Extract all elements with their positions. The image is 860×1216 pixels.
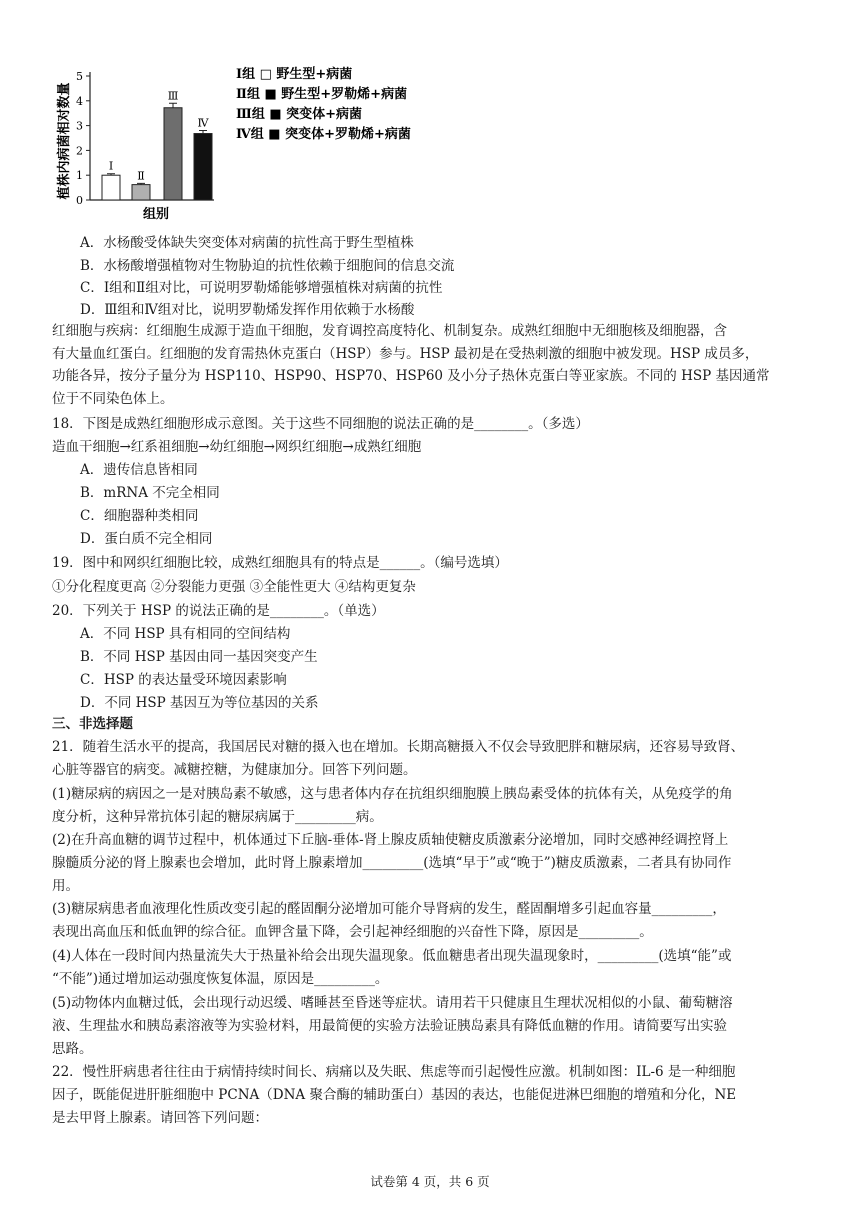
text-line: (1)糖尿病的病因之一是对胰岛素不敏感，这与患者体内存在抗组织细胞膜上胰岛素受体的抗体有关，从免疫学的角 [52, 786, 733, 802]
legend-entry-4: Ⅳ组 ■ 突变体+罗勒烯+病菌 [236, 127, 411, 142]
y-tick-label: 2 [76, 144, 83, 158]
text-line: 21．随着生活水平的提高，我国居民对糖的摄入也在增加。长期高糖摄入不仅会导致肥胖和糖尿病，还容易导致肾、 [52, 739, 745, 755]
text-line: (4)人体在一段时间内热量流失大于热量补给会出现失温现象。低血糖患者出现失温现象时，_________(选填“能”或 [52, 948, 732, 964]
y-tick-label: 1 [76, 169, 83, 183]
option-line: D．Ⅲ组和Ⅳ组对比，说明罗勒烯发挥作用依赖于水杨酸 [80, 302, 415, 318]
option-line: C．HSP 的表达量受环境因素影响 [80, 672, 287, 688]
option-line: A．不同 HSP 具有相同的空间结构 [80, 626, 291, 642]
bar-label-4: Ⅳ [197, 116, 209, 130]
bar-group-4 [194, 134, 212, 200]
option-line: B．不同 HSP 基因由同一基因突变产生 [80, 649, 318, 665]
text-line: 是去甲肾上腺素。请回答下列问题： [52, 1110, 268, 1126]
page-footer: 试卷第 4 页，共 6 页 [370, 1174, 490, 1189]
text-line: (2)在升高血糖的调节过程中，机体通过下丘脑-垂体-肾上腺皮质轴使糖皮质激素分泌增加，同时交感神经调控肾上 [52, 832, 729, 848]
bar-label-2: Ⅱ [137, 169, 145, 183]
text-line: 因子，既能促进肝脏细胞中 PCNA（DNA 聚合酶的辅助蛋白）基因的表达，也能促进淋巴细胞的增殖和分化，NE [52, 1087, 737, 1103]
pathogen-bar-chart [52, 62, 432, 220]
text-line: ①分化程度更高 ②分裂能力更强 ③全能性更大 ④结构更复杂 [52, 579, 416, 595]
option-line: A．遗传信息皆相同 [80, 462, 198, 478]
option-line: D．不同 HSP 基因互为等位基因的关系 [80, 695, 319, 711]
option-line: C．细胞器种类相同 [80, 508, 199, 524]
option-line: B．mRNA 不完全相同 [80, 485, 220, 501]
text-line: 功能各异，按分子量分为 HSP110、HSP90、HSP70、HSP60 及小分子热休克蛋白等亚家族。不同的 HSP 基因通常 [52, 368, 770, 384]
text-line: 三、非选择题 [52, 716, 133, 732]
text-line: 位于不同染色体上。 [52, 391, 174, 407]
y-tick-label: 4 [76, 94, 83, 108]
bar-group-3 [164, 108, 182, 200]
text-line: 用。 [52, 878, 79, 894]
text-line: (5)动物体内血糖过低，会出现行动迟缓、嗜睡甚至昏迷等症状。请用若干只健康且生理状况相似的小鼠、葡萄糖溶 [52, 995, 733, 1011]
text-line: 20．下列关于 HSP 的说法正确的是________。（单选） [52, 603, 385, 619]
text-line: 液、生理盐水和胰岛素溶液等为实验材料，用最简便的实验方法验证胰岛素具有降低血糖的作用。请简要写出实验 [52, 1018, 727, 1034]
text-line: 18．下图是成熟红细胞形成示意图。关于这些不同细胞的说法正确的是________。（多选） [52, 416, 589, 432]
option-line: C．Ⅰ组和Ⅱ组对比，可说明罗勒烯能够增强植株对病菌的抗性 [80, 280, 443, 296]
option-line: D．蛋白质不完全相同 [80, 531, 213, 547]
text-line: 22．慢性肝病患者往往由于病情持续时间长、病痛以及失眠、焦虑等而引起慢性应激。机制如图：IL-6 是一种细胞 [52, 1064, 736, 1080]
bar-label-1: Ⅰ [108, 159, 114, 173]
bar-group-1 [102, 175, 120, 200]
chart-ylabel: 植株内病菌相对数量 [57, 82, 72, 200]
text-line: 造血干细胞→红系祖细胞→幼红细胞→网织红细胞→成熟红细胞 [52, 439, 422, 455]
legend-entry-3: Ⅲ组 ■ 突变体+病菌 [236, 107, 363, 122]
error-bar-3 [169, 103, 177, 107]
text-line: (3)糖尿病患者血液理化性质改变引起的醛固酮分泌增加可能介导肾病的发生，醛固酮增多引起血容量_________， [52, 901, 726, 917]
text-line: 度分析，这种异常抗体引起的糖尿病属于_________病。 [52, 809, 383, 825]
option-line: B．水杨酸增强植物对生物胁迫的抗性依赖于细胞间的信息交流 [80, 258, 455, 274]
text-line: 有大量血红蛋白。红细胞的发育需热休克蛋白（HSP）参与。HSP 最初是在受热刺激的细胞中被发现。HSP 成员多， [52, 346, 759, 362]
text-line: 19．图中和网织红细胞比较，成熟红细胞具有的特点是______。（编号选填） [52, 555, 508, 571]
legend-entry-2: Ⅱ组 ■ 野生型+罗勒烯+病菌 [236, 87, 408, 102]
y-tick-label: 3 [76, 119, 83, 133]
text-line: 腺髓质分泌的肾上腺素也会增加，此时肾上腺素增加_________(选填“早于”或“晚于”)糖皮质激素，二者具有协同作 [52, 855, 732, 871]
y-tick-label: 5 [76, 70, 83, 83]
text-line: 表现出高血压和低血钾的综合征。血钾含量下降，会引起神经细胞的兴奋性下降，原因是_________。 [52, 924, 653, 940]
text-line: 思路。 [52, 1041, 93, 1057]
text-line: 红细胞与疾病：红细胞生成源于造血干细胞，发育调控高度特化、机制复杂。成熟红细胞中无细胞核及细胞器，含 [52, 323, 727, 339]
chart-xlabel: 组别 [142, 207, 170, 220]
text-line: 心脏等器官的病变。减糖控糖，为健康加分。回答下列问题。 [52, 762, 417, 778]
option-line: A．水杨酸受体缺失突变体对病菌的抗性高于野生型植株 [80, 235, 414, 251]
legend-entry-1: Ⅰ组 □ 野生型+病菌 [236, 67, 353, 82]
text-line: “不能”)通过增加运动强度恢复体温，原因是_________。 [52, 971, 389, 987]
y-tick-label: 0 [76, 194, 83, 207]
bar-label-3: Ⅲ [167, 89, 179, 103]
bar-group-2 [132, 185, 150, 200]
